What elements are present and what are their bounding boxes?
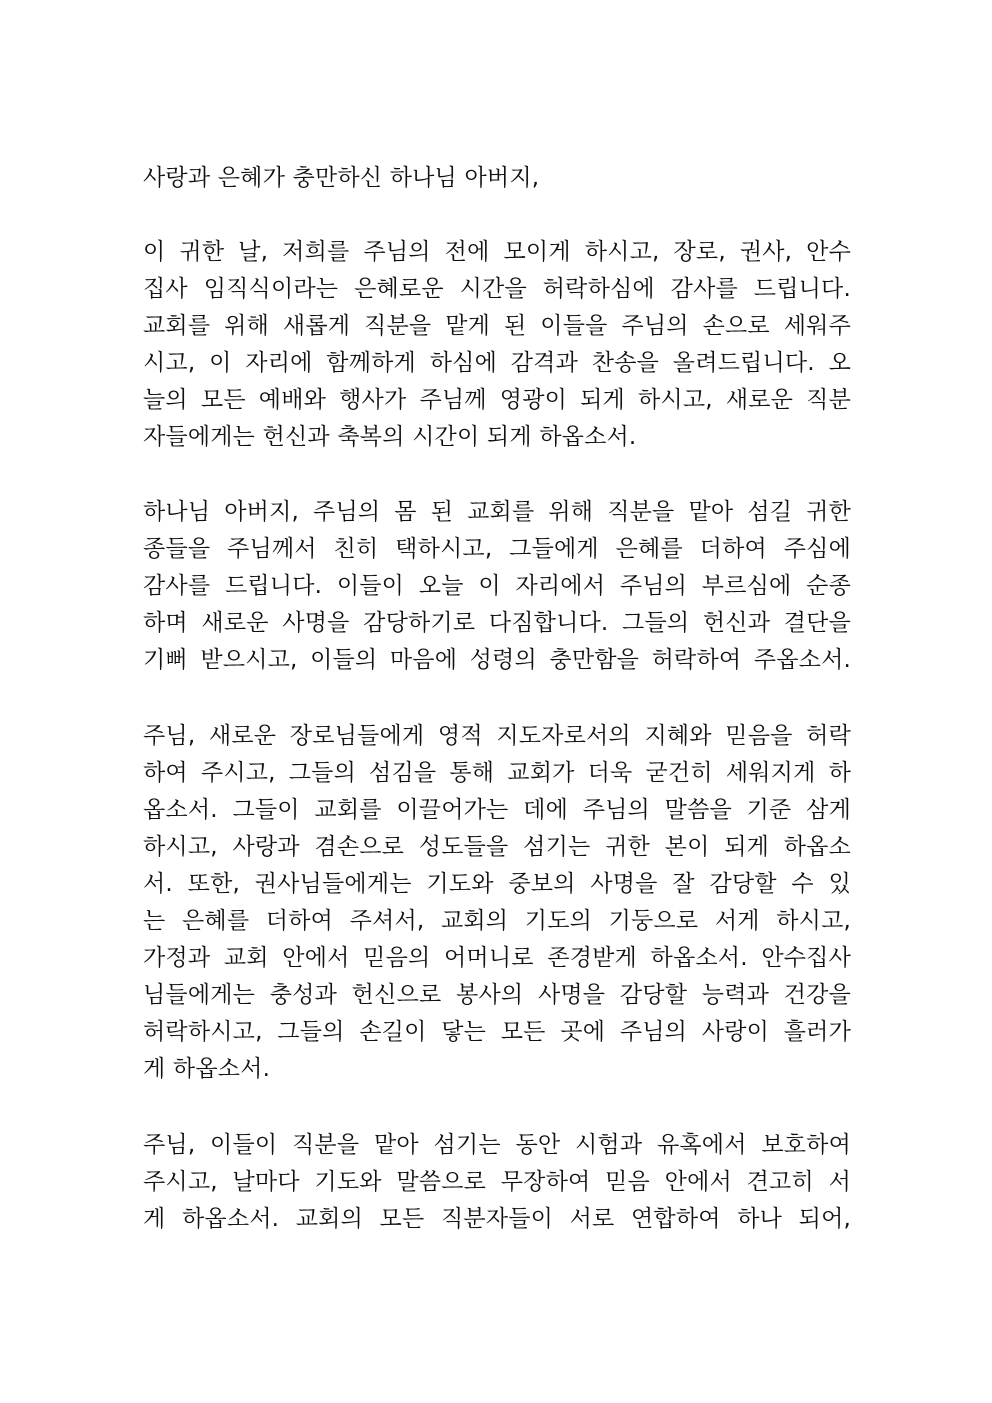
paragraph-line: 주님, 이들이 직분을 맡아 섬기는 동안 시험과 유혹에서 보호하여 (143, 1132, 851, 1158)
paragraph-line: 주님, 새로운 장로님들에게 영적 지도자로서의 지혜와 믿음을 허락 (143, 723, 851, 749)
paragraph-line: 하여 주시고, 그들의 섬김을 통해 교회가 더욱 굳건히 세워지게 하 (143, 760, 851, 786)
paragraph-line: 하며 새로운 사명을 감당하기로 다짐합니다. 그들의 헌신과 결단을 (143, 610, 851, 636)
paragraph-line: 이 귀한 날, 저희를 주님의 전에 모이게 하시고, 장로, 권사, 안수 (143, 239, 851, 265)
paragraph-line: 는 은혜를 더하여 주셔서, 교회의 기도의 기둥으로 서게 하시고, (143, 908, 851, 934)
paragraph-line: 감사를 드립니다. 이들이 오늘 이 자리에서 주님의 부르심에 순종 (143, 573, 851, 599)
paragraph-line: 가정과 교회 안에서 믿음의 어머니로 존경받게 하옵소서. 안수집사 (143, 945, 851, 971)
paragraph-line: 자들에게는 헌신과 축복의 시간이 되게 하옵소서. (143, 424, 637, 450)
paragraph-line: 서. 또한, 권사님들에게는 기도와 중보의 사명을 잘 감당할 수 있 (143, 871, 851, 897)
paragraph-line: 하시고, 사랑과 겸손으로 성도들을 섬기는 귀한 본이 되게 하옵소 (143, 834, 851, 860)
paragraph-line: 하나님 아버지, 주님의 몸 된 교회를 위해 직분을 맡아 섬길 귀한 (143, 499, 851, 525)
paragraph-line: 기뻐 받으시고, 이들의 마음에 성령의 충만함을 허락하여 주옵소서. (143, 647, 851, 673)
paragraph-line: 교회를 위해 새롭게 직분을 맡게 된 이들을 주님의 손으로 세워주 (143, 313, 851, 339)
paragraph-line: 시고, 이 자리에 함께하게 하심에 감격과 찬송을 올려드립니다. 오 (143, 350, 851, 376)
greeting-line (143, 160, 851, 197)
paragraph-2 (143, 494, 851, 679)
paragraph-line: 허락하시고, 그들의 손길이 닿는 모든 곳에 주님의 사랑이 흘러가 (143, 1019, 851, 1045)
paragraph-line: 늘의 모든 예배와 행사가 주님께 영광이 되게 하시고, 새로운 직분 (143, 387, 851, 413)
paragraph-line: 게 하옵소서. (143, 1056, 271, 1082)
paragraph-line: 옵소서. 그들이 교회를 이끌어가는 데에 주님의 말씀을 기준 삼게 (143, 797, 851, 823)
paragraph-line: 주시고, 날마다 기도와 말씀으로 무장하여 믿음 안에서 견고히 서 (143, 1169, 851, 1195)
greeting-text: 사랑과 은혜가 충만하신 하나님 아버지, (143, 165, 540, 191)
paragraph-3 (143, 718, 851, 1088)
paragraph-4 (143, 1127, 851, 1238)
paragraph-line: 게 하옵소서. 교회의 모든 직분자들이 서로 연합하여 하나 되어, (143, 1206, 851, 1232)
paragraph-line: 집사 임직식이라는 은혜로운 시간을 허락하심에 감사를 드립니다. (143, 276, 851, 302)
paragraph-line: 종들을 주님께서 친히 택하시고, 그들에게 은혜를 더하여 주심에 (143, 536, 851, 562)
paragraph-1 (143, 234, 851, 456)
paragraph-line: 님들에게는 충성과 헌신으로 봉사의 사명을 감당할 능력과 건강을 (143, 982, 851, 1008)
